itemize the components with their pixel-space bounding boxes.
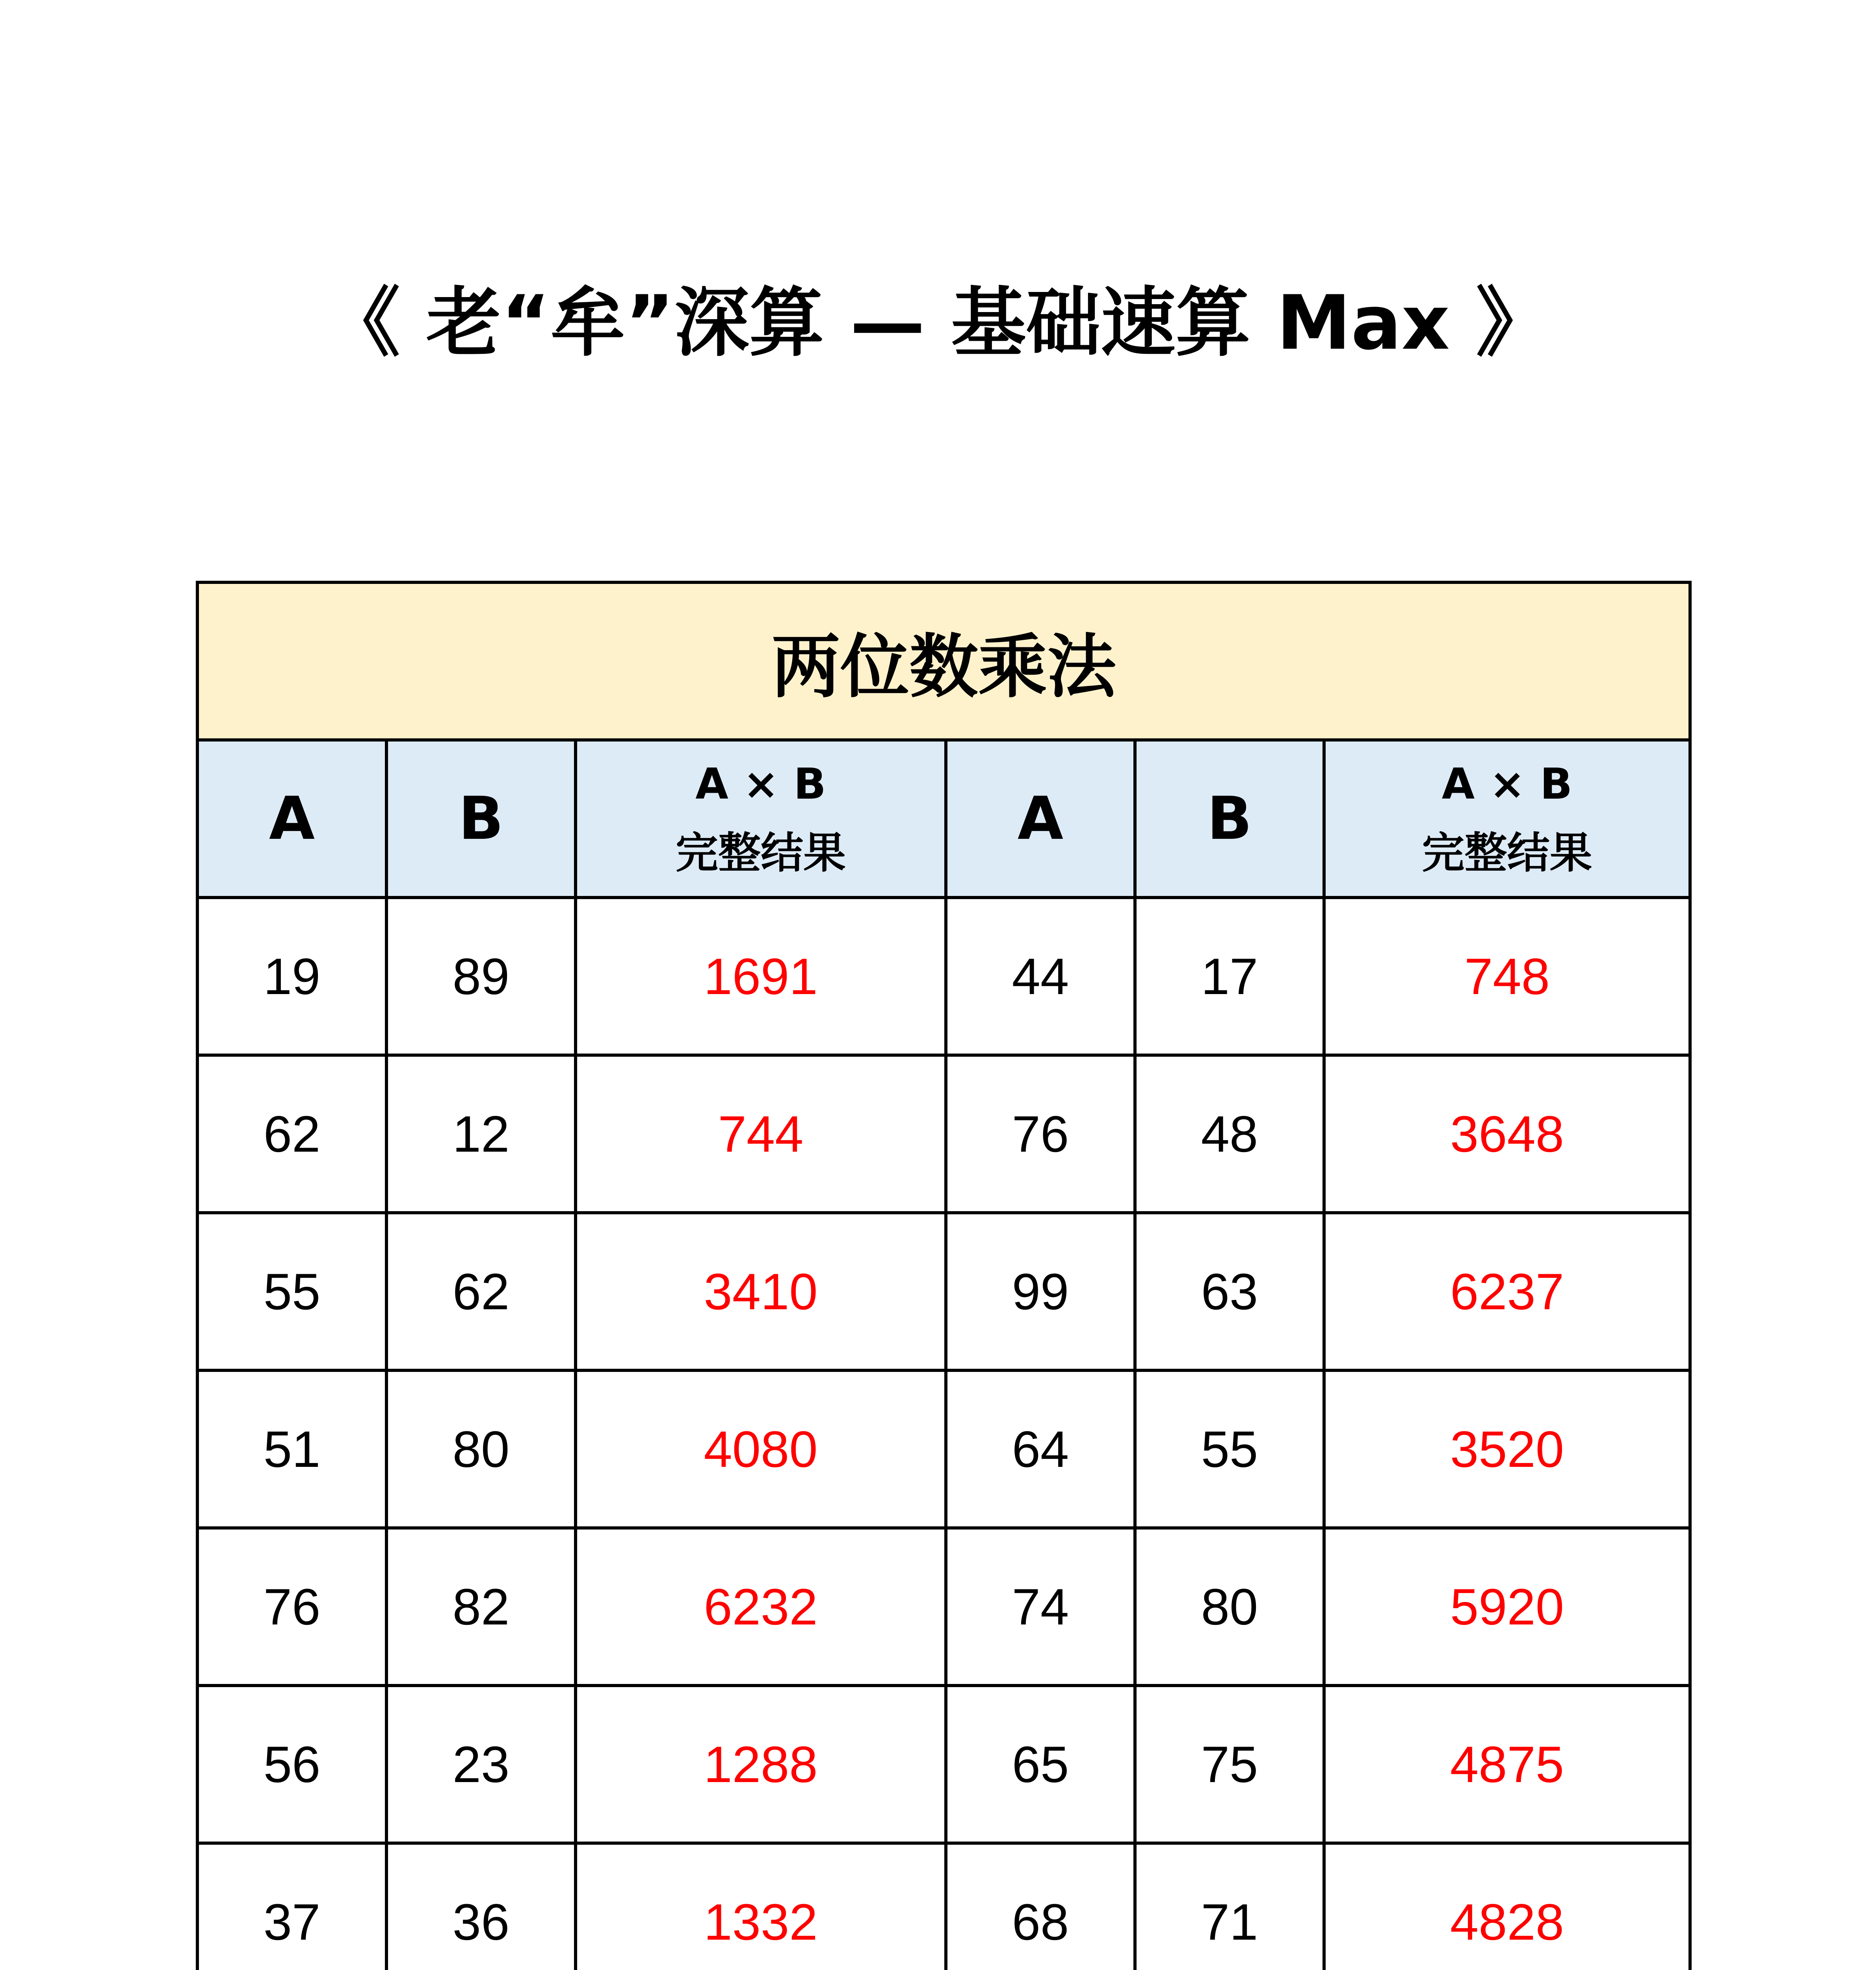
table-row <box>197 1055 1690 1213</box>
operand-a-cell: 56 <box>197 1686 386 1843</box>
result-cell: 1288 <box>576 1686 946 1843</box>
result-cell: 744 <box>576 1055 946 1213</box>
result-cell: 3520 <box>1324 1370 1690 1528</box>
operand-a-cell: 76 <box>946 1055 1135 1213</box>
multiplication-table <box>196 581 1692 1970</box>
column-header-row <box>197 740 1690 898</box>
operand-b-cell: 62 <box>386 1213 576 1370</box>
column-header-product <box>576 740 946 898</box>
column-header-a: A <box>197 740 386 898</box>
table-row <box>197 898 1690 1055</box>
operand-b-cell: 63 <box>1135 1213 1324 1370</box>
operand-b-cell: 89 <box>386 898 576 1055</box>
operand-a-cell: 74 <box>946 1528 1135 1686</box>
result-cell: 4875 <box>1324 1686 1690 1843</box>
operand-a-cell: 37 <box>197 1843 386 1970</box>
result-cell: 4828 <box>1324 1843 1690 1970</box>
operand-b-cell: 36 <box>386 1843 576 1970</box>
result-cell: 748 <box>1324 898 1690 1055</box>
column-header-product-label: 完整结果 <box>1422 829 1592 878</box>
column-header-product-formula: A × B <box>695 760 826 809</box>
operand-b-cell: 80 <box>1135 1528 1324 1686</box>
operand-b-cell: 23 <box>386 1686 576 1843</box>
column-header-product-formula: A × B <box>1441 760 1573 809</box>
result-cell: 5920 <box>1324 1528 1690 1686</box>
operand-b-cell: 82 <box>386 1528 576 1686</box>
column-header-product <box>1324 740 1690 898</box>
operand-b-cell: 12 <box>386 1055 576 1213</box>
result-cell: 6237 <box>1324 1213 1690 1370</box>
operand-a-cell: 65 <box>946 1686 1135 1843</box>
table-row <box>197 1370 1690 1528</box>
table-row <box>197 1843 1690 1970</box>
result-cell: 4080 <box>576 1370 946 1528</box>
operand-a-cell: 99 <box>946 1213 1135 1370</box>
table-row <box>197 1213 1690 1370</box>
operand-a-cell: 51 <box>197 1370 386 1528</box>
operand-a-cell: 64 <box>946 1370 1135 1528</box>
operand-b-cell: 55 <box>1135 1370 1324 1528</box>
operand-a-cell: 19 <box>197 898 386 1055</box>
operand-a-cell: 55 <box>197 1213 386 1370</box>
result-cell: 3648 <box>1324 1055 1690 1213</box>
table-heading: 两位数乘法 <box>197 582 1690 740</box>
column-header-a: A <box>946 740 1135 898</box>
column-header-product-label: 完整结果 <box>675 829 846 878</box>
table-row <box>197 1686 1690 1843</box>
operand-a-cell: 76 <box>197 1528 386 1686</box>
operand-b-cell: 17 <box>1135 898 1324 1055</box>
result-cell: 1691 <box>576 898 946 1055</box>
operand-b-cell: 75 <box>1135 1686 1324 1843</box>
result-cell: 3410 <box>576 1213 946 1370</box>
operand-a-cell: 44 <box>946 898 1135 1055</box>
document-title: 《 老“牟”深算 — 基础速算 Max 》 <box>325 279 1551 366</box>
operand-b-cell: 80 <box>386 1370 576 1528</box>
column-header-b: B <box>386 740 576 898</box>
operand-b-cell: 48 <box>1135 1055 1324 1213</box>
operand-b-cell: 71 <box>1135 1843 1324 1970</box>
result-cell: 1332 <box>576 1843 946 1970</box>
operand-a-cell: 68 <box>946 1843 1135 1970</box>
result-cell: 6232 <box>576 1528 946 1686</box>
column-header-b: B <box>1135 740 1324 898</box>
operand-a-cell: 62 <box>197 1055 386 1213</box>
table-row <box>197 1528 1690 1686</box>
